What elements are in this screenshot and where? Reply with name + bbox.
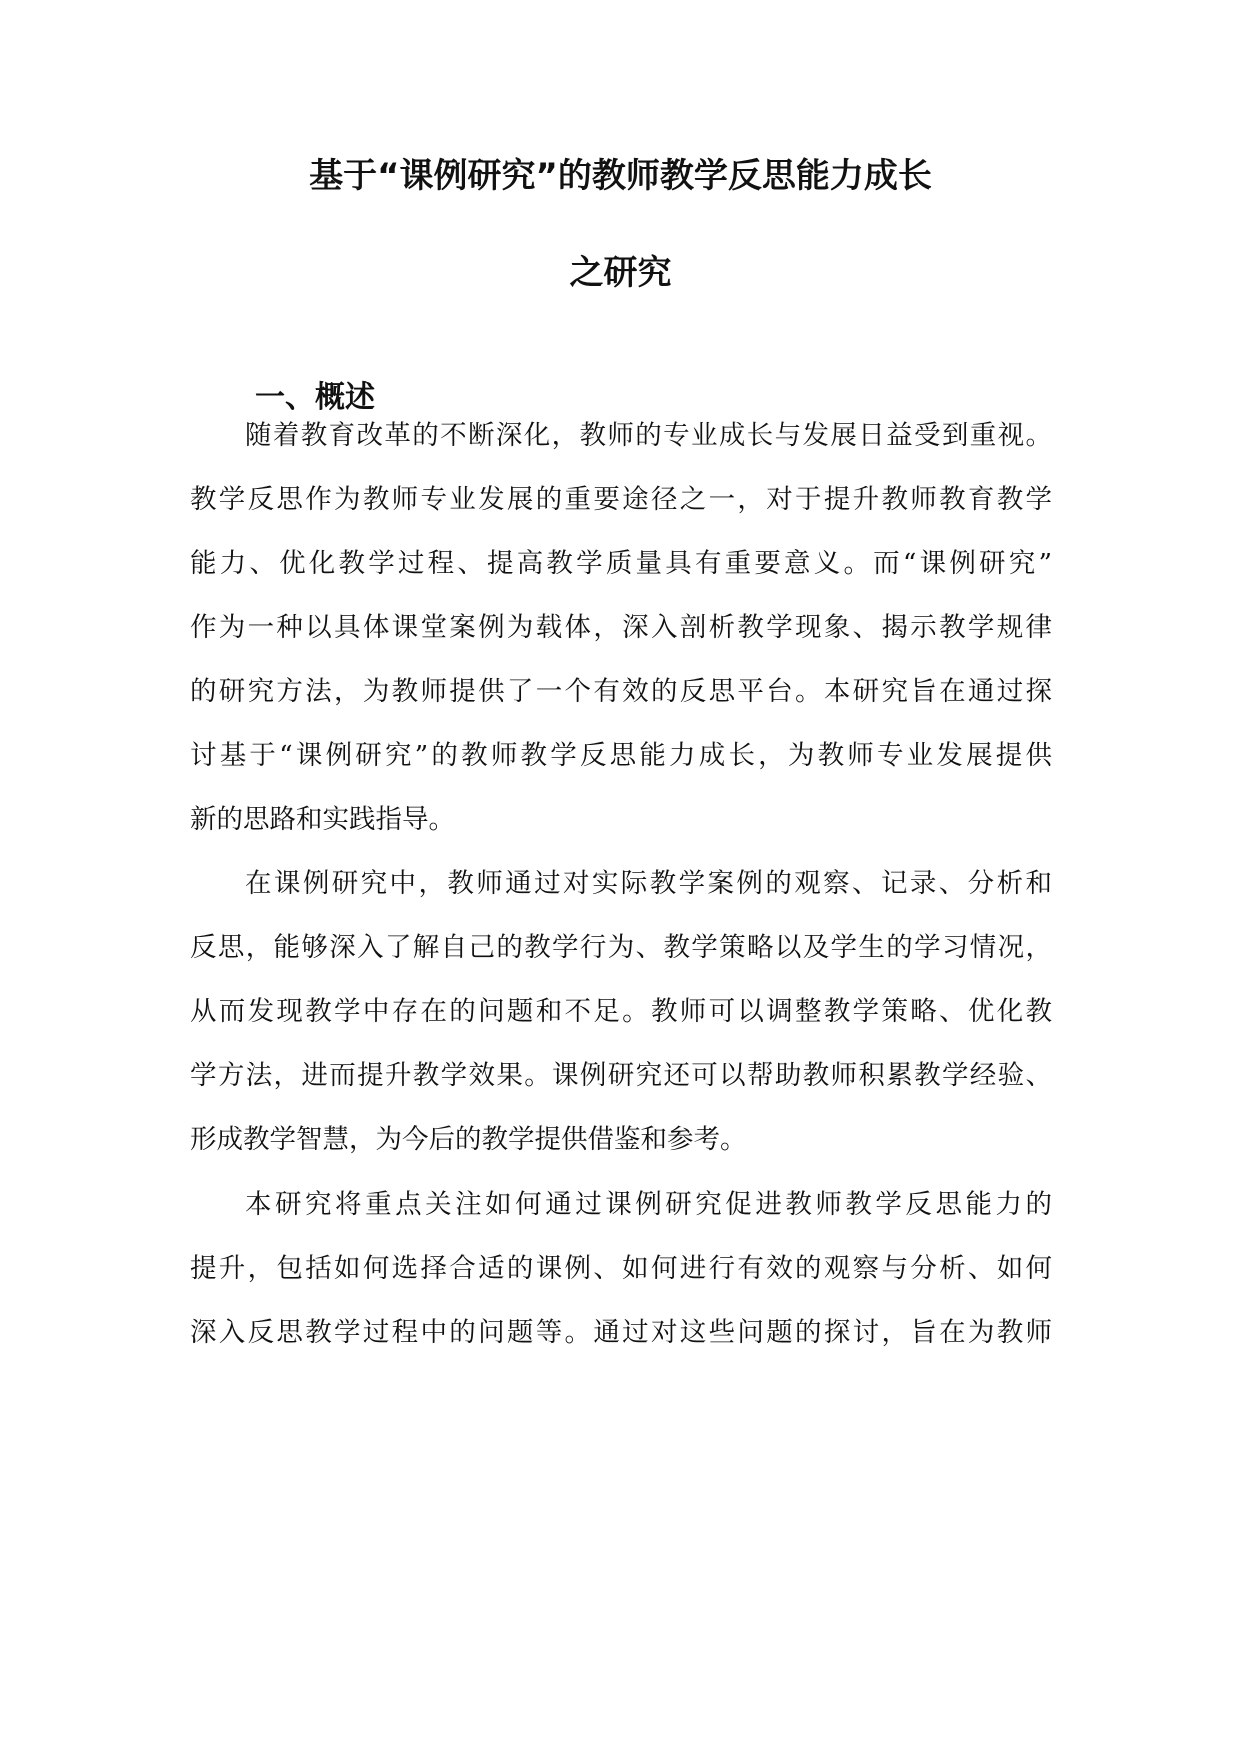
paragraph-1-line: 新的思路和实践指导。 xyxy=(190,804,455,835)
paragraph-2-line: 从而发现教学中存在的问题和不足。教师可以调整教学策略、优化教 xyxy=(190,996,1052,1027)
paragraph-3-line: 深入反思教学过程中的问题等。通过对这些问题的探讨，旨在为教师 xyxy=(190,1317,1052,1348)
paragraph-1-line: 能力、优化教学过程、提高教学质量具有重要意义。而“课例研究” xyxy=(190,548,1052,579)
paragraph-1-line: 随着教育改革的不断深化，教师的专业成长与发展日益受到重视。 xyxy=(245,420,1052,451)
paragraph-1-line: 讨基于“课例研究”的教师教学反思能力成长，为教师专业发展提供 xyxy=(190,740,1052,771)
paragraph-2-line: 反思，能够深入了解自己的教学行为、教学策略以及学生的学习情况， xyxy=(190,932,1052,963)
document-title-line-2: 之研究 xyxy=(569,253,672,293)
section-heading-overview: 一、概述 xyxy=(255,380,375,415)
document-title-line-1: 基于“课例研究”的教师教学反思能力成长 xyxy=(309,156,932,196)
paragraph-2-line: 形成教学智慧，为今后的教学提供借鉴和参考。 xyxy=(190,1124,747,1155)
paragraph-1-line: 的研究方法，为教师提供了一个有效的反思平台。本研究旨在通过探 xyxy=(190,676,1052,707)
paragraph-3-line: 提升，包括如何选择合适的课例、如何进行有效的观察与分析、如何 xyxy=(190,1253,1052,1284)
paragraph-2-line: 学方法，进而提升教学效果。课例研究还可以帮助教师积累教学经验、 xyxy=(190,1060,1052,1091)
paragraph-1-line: 作为一种以具体课堂案例为载体，深入剖析教学现象、揭示教学规律 xyxy=(190,612,1052,643)
paragraph-1-line: 教学反思作为教师专业发展的重要途径之一，对于提升教师教育教学 xyxy=(190,484,1052,515)
paragraph-2-line: 在课例研究中，教师通过对实际教学案例的观察、记录、分析和 xyxy=(245,868,1052,899)
paragraph-3-line: 本研究将重点关注如何通过课例研究促进教师教学反思能力的 xyxy=(245,1189,1052,1220)
